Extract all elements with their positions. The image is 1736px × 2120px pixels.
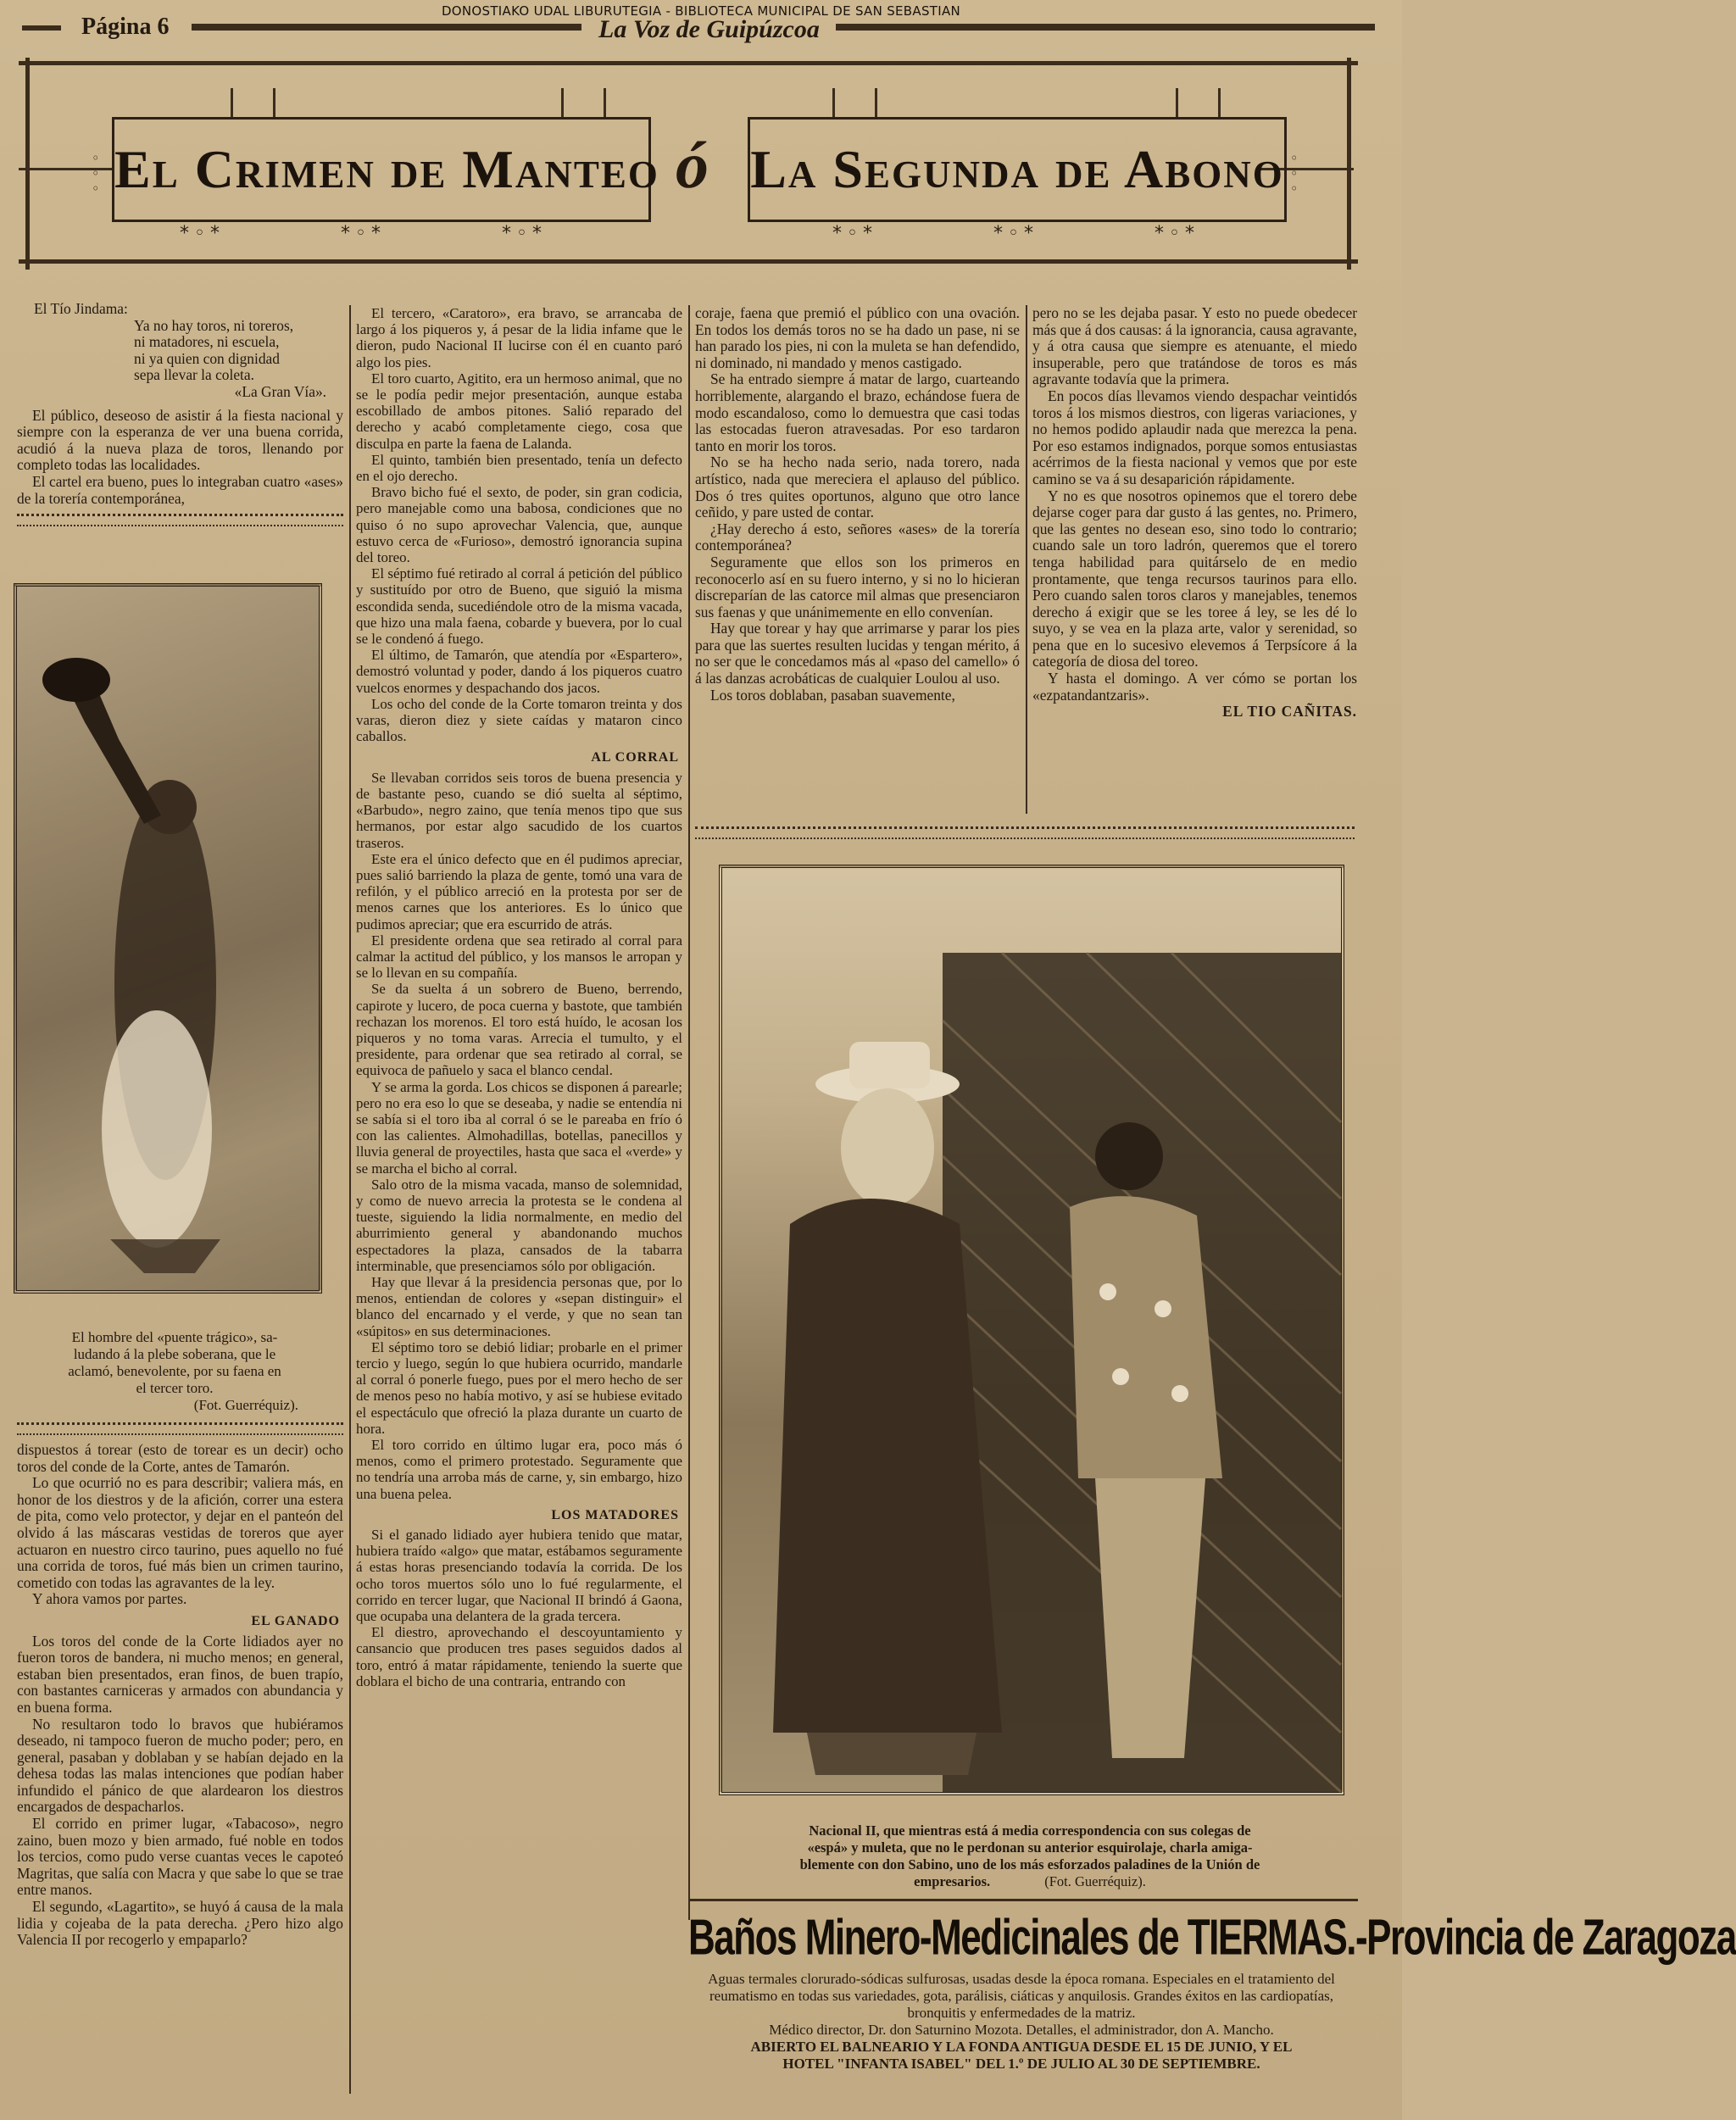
paragraph: Hay que llevar á la presidencia personas que, por lo menos, entiendan de colores y «sepan distinguir» el blanco del encarnado y el verde, y que no sean tan «súpitos» en sus determinaciones. [356, 1273, 682, 1339]
ornament-dots: *◦* [1155, 223, 1199, 244]
section-heading: LOS MATADORES [551, 1507, 679, 1522]
masthead: La Voz de Guipúzcoa [598, 15, 820, 43]
headline-left-box [112, 117, 659, 222]
ad-line: ABIERTO EL BALNEARIO Y LA FONDA ANTIGUA DESDE EL 15 DE JUNIO, Y EL [750, 2039, 1293, 2055]
signature: EL TIO CAÑITAS. [1222, 703, 1357, 721]
paragraph: Los toros doblaban, pasaban suavemente, [710, 686, 955, 704]
ad-top-rule [688, 1899, 1358, 1901]
frame-right-rule [1347, 58, 1351, 270]
epigraph-line: sepa llevar la coleta. [134, 366, 254, 384]
column-1-top [17, 301, 343, 533]
paragraph: El segundo, «Lagartito», se huyó á causa de la mala lidia y cojeaba de la pata derecha. ¿Pero hizo algo Valencia II por recogerlo y empaparlo? [17, 1898, 343, 1949]
caption-line: ludando á la plebe soberana, que le [73, 1346, 276, 1362]
paragraph: Si el ganado lidiado ayer hubiera tenido que matar, hubiera traído «algo» que matar, estábamos seguramente á estas horas presenciando todavía la corrida. De los ocho toros muertos sólo uno lo fué regularmente, el corrido en tercer lugar, que Nacional II brindó á Gaona, que ocupaba una delantera de la grada tercera. [356, 1527, 682, 1625]
paragraph: El quinto, también bien presentado, tenía un defecto en el ojo derecho. [356, 451, 682, 485]
matador-photo [719, 865, 1344, 1795]
frame-post [231, 88, 233, 119]
paragraph: coraje, faena que premió el público con una ovación. En todos los demás toros no se ha dado un pase, ni se han parado los pies, ni con la muleta se han defendido, ni dominado, ni mandado y menos castigado. [695, 304, 1020, 371]
left-photo-caption [17, 1329, 332, 1414]
paragraph: El tercero, «Caratoro», era bravo, se arrancaba de largo á los piqueros y, á pesar de la lidia infame que le dieron, pudo Nacional II lucirse con él en cuanto paró algo los pies. [356, 305, 682, 370]
ornament-dots: *◦* [993, 223, 1038, 244]
paragraph: Seguramente que ellos son los primeros en reconocerlo así en su fuero interno, y si no lo hicieran discreparían de las catorce mil almas que presenciaron sus faenas y que unánimemente en ello convenían. [695, 553, 1020, 620]
running-head-rule-right [836, 24, 1375, 31]
running-head [22, 14, 1378, 42]
caption-line-end: empresarios. [914, 1873, 991, 1889]
frame-post [875, 88, 877, 119]
ad-line: HOTEL "INFANTA ISABEL" DEL 1.º DE JULIO AL 30 DE SEPTIEMBRE. [782, 2056, 1260, 2072]
epigraph-line: ni ya quien con dignidad [134, 349, 280, 367]
running-head-rule-mid [192, 24, 581, 31]
wavy-separator [695, 826, 1355, 839]
epigraph-line: ni matadores, ni escuela, [134, 333, 280, 351]
ad-body [688, 1971, 1355, 2073]
caption-line: el tercer toro. [136, 1380, 214, 1396]
section-heading: AL CORRAL [591, 750, 679, 765]
column-1-bottom [17, 1422, 343, 1949]
caption-line: El hombre del «puente trágico», sa- [71, 1329, 278, 1345]
epigraph-line: Ya no hay toros, ni toreros, [134, 316, 294, 334]
epigraph-source: «La Gran Vía». [234, 382, 326, 400]
paragraph: El séptimo toro se debió lidiar; probarle en el primer tercio y luego, según lo que hubiera ocurrido, mandarle al corral ó ponerle fuego, pues por el mero hecho de ser de menos peso no había motivo, y así se hubiese evitado el espectáculo que ofreció la plaza durante un cuarto de hora. [356, 1338, 682, 1437]
paragraph: Se da suelta á un sobrero de Bueno, berrendo, capirote y lucero, de poca cuerna y bastote, que también rechazan los morenos. El toro está huído, le acosan los piqueros y no toma varas. Arrecia el tumulto, y el presidente, para ordenar que sea retirado al corral, se equivoca de pañuelo y saca el blanco cendal. [356, 981, 682, 1079]
caption-line: Nacional II, que mientras está á media correspondencia con sus colegas de [809, 1822, 1251, 1839]
paragraph: Y no es que nosotros opinemos que el torero debe dejarse coger para dar gusto á las gentes, no. Primero, que las gentes no desean eso, sino todo lo contrario; cuando sale un toro ladrón, queremos que el torero tenga habilidad para quitárselo de en medio prontamente, que tenga recursos taurinos para ello. Pero cuando salen toros claros y manejables, tenemos derecho á exigir que se les toree á ley, se les dé lo suyo, y se vea en la plaza arte, valor y serenidad, so pena que en lo sucesivo elevemos á Terpsícore á la categoría de diosa del toreo. [1032, 487, 1357, 670]
wavy-separator [17, 514, 343, 526]
ad-line: Aguas termales clorurado-sódicas sulfurosas, usadas desde la época romana. Especiales en el tratamiento del reumatismo en todas sus variedades, gota, parálisis, ciáticas y anquilosis. Grandes éxitos en las cardiopatías, bronquitis y enfermedades de la matriz. [708, 1971, 1335, 2021]
headline-right: La Segunda de Abono [750, 139, 1284, 199]
paragraph: El último, de Tamarón, que atendía por «Espartero», demostró voluntad y poder, dando á los piqueros cuatro vuelcos enormes y despachando dos jacos. [356, 647, 682, 696]
ad-title: Baños Minero-Medicinales de TIERMAS.-Provincia de Zaragoza [688, 1910, 1736, 1967]
paragraph: Bravo bicho fué el sexto, de poder, sin gran codicia, pero manejable como una babosa, condiciones que no quiso ó no supo aprovechar Valencia, que, aunque estuvo cerca de «Furioso», demostró ignorancia supina del toreo. [356, 484, 682, 566]
paragraph: El toro cuarto, Agitito, era un hermoso animal, que no se le podía pedir mejor presentación, aunque estaba escobillado de ambos pitones. Salió reparado del derecho y acabó completamente ciego, cosa que disculpa en parte la faena de Lalanda. [356, 370, 682, 452]
ornament-dots: ◦ ◦ ◦ [92, 150, 100, 197]
column-rule [1026, 305, 1027, 814]
paragraph: Este era el único defecto que en él pudimos apreciar, pues salió barriendo la plaza de gente, tomó una vara de refilón, y el público arreció en la protesta por ser de menos carnes que los anteriores. Es lo único que pudimos apreciar; que era escurrido de atrás. [356, 850, 682, 932]
paragraph: El toro corrido en último lugar era, poco más ó menos, como el primero protestado. Seguramente que no tendría una arroba más de carne, y, sin embargo, hizo una buena pelea. [356, 1437, 682, 1502]
column-2 [356, 305, 682, 1689]
paragraph: El público, deseoso de asistir á la fiesta nacional y siempre con la esperanza de ver una buena corrida, acudió á la nueva plaza de toros, llenando por completo todas las localidades. [17, 406, 343, 474]
paragraph: Y hasta el domingo. A ver cómo se portan los «ezpatandantzaris». [1032, 670, 1357, 704]
wavy-separator [17, 1422, 343, 1435]
frame-post [604, 88, 606, 119]
frame-post [1218, 88, 1221, 119]
column-4 [1032, 305, 1357, 721]
page-number: Página 6 [81, 14, 170, 40]
ornament-dots: *◦* [341, 223, 386, 244]
paragraph: pero no se les dejaba pasar. Y esto no puede obedecer más que á dos causas: á la ignorancia, causa agravante, y á otra causa que siempre es atenuante, el miedo insuperable, pero que tratándose de toros es más agravante todavía que la primera. [1032, 304, 1357, 388]
caption-line: blemente con don Sabino, uno de los más esforzados paladines de la Unión de [799, 1856, 1260, 1872]
frame-post [561, 88, 564, 119]
paragraph: Y se arma la gorda. Los chicos se disponen á parearle; pero no era eso lo que se deseaba, y nadie se entendía ni se sabía si el toro iba al corral ó se le pareaba en frío ó con las calientes. Almohadillas, botellas, panecillos y lluvia general de proyectiles, hasta que saca el «verde» y se marcha el bicho al corral. [356, 1078, 682, 1177]
caption-line: aclamó, benevolente, por su faena en [68, 1363, 281, 1379]
ornament-dots: *◦* [502, 223, 547, 244]
paragraph: El séptimo fué retirado al corral á petición del público y sustituído por otro de Bueno, que siguió la misma escondida senda, sucediéndole otro de la misma vacada, que hizo una mala faena, cobarde y buevera, por lo cual se le condenó á fuego. [356, 565, 682, 648]
paragraph: Hay que torear y hay que arrimarse y parar los pies para que las suertes resulten lucidas y tengan mérito, á no ser que le concedamos más al «paso del camello» ó á las danzas acrobáticas de cualquier Loulou al uso. [695, 620, 1020, 687]
bullfighter-photo-figure [17, 587, 319, 1290]
caption-line [704, 1873, 1356, 1890]
frame-bottom-rule [19, 259, 1358, 264]
ornament-dots: ◦ ◦ ◦ [1290, 150, 1299, 197]
ornament-dots: *◦* [180, 223, 225, 244]
paragraph: El presidente ordena que sea retirado al corral para calmar la actitud del público, y los mansos le arropan y se lo llevan en su compañía. [356, 932, 682, 982]
paragraph: El diestro, aprovechando el descoyuntamiento y cansancio que producen tres pases seguidos dados al toro, entró á matar rápidamente, teniendo la suerte que doblara el bicho de una contraria, entrando con [356, 1624, 682, 1689]
paragraph: dispuestos á torear (esto de torear es un decir) ocho toros del conde de la Corte, antes de Tamarón. [17, 1441, 343, 1475]
column-rule [688, 305, 690, 1920]
paragraph: Se llevaban corridos seis toros de buena presencia y de bastante peso, cuando se dió suelta al séptimo, «Barbudo», negro zaino, que tenía menos tipo que sus hermanos, por estar algo sacudido de los cuartos traseros. [356, 769, 682, 851]
paragraph: No se ha hecho nada serio, nada torero, nada artístico, nada que mereciera el aplauso del público. Dos ó tres quites oportunos, alguno que otro lance ceñido, y pare usted de contar. [695, 453, 1020, 521]
frame-post [832, 88, 835, 119]
paragraph: Y ahora vamos por partes. [32, 1590, 187, 1608]
bullfighter-photo [14, 583, 322, 1294]
paragraph: Se ha entrado siempre á matar de largo, cuarteando horriblemente, alargando el brazo, echándose fuera de modo escandaloso, como lo demuestra que casi todas las estocadas fueron atravesadas. Por eso tardaron tanto en morir los toros. [695, 370, 1020, 454]
paragraph: Los toros del conde de la Corte lidiados ayer no fueron toros de bandera, ni mucho menos; en general, estaban bien presentados, eran finos, de buen trapío, con bastantes carniceras y armados con abundancia y en buena forma. [17, 1632, 343, 1716]
paragraph: Salo otro de la misma vacada, manso de solemnidad, y como de nuevo arrecia la protesta se le condena al tueste, siguiendo la lidia normalmente, en medio del aburrimiento general y abandonando muchos espectadores la plaza, cansados de la tabarra interminable, que presenciamos sólo por obligación. [356, 1176, 682, 1274]
right-photo-caption [704, 1822, 1356, 1890]
paragraph: ¿Hay derecho á esto, señores «ases» de la torería contemporánea? [695, 520, 1020, 554]
paragraph: En pocos días llevamos viendo despachar veintidós toros á los mismos diestros, con ligeras variaciones, y no hemos podido aplaudir nada que merezca la pena. Por eso estamos indignados, porque somos entusiastas acérrimos de la fiesta nacional y vemos que por este camino se va á su desaparición rápidamente. [1032, 387, 1357, 487]
matador-photo-scene [722, 868, 1341, 1792]
caption-credit: (Fot. Guerréquiz). [193, 1397, 298, 1413]
frame-post [1176, 88, 1178, 119]
ad-line: Médico director, Dr. don Saturnino Mozota. Detalles, el administrador, don A. Mancho. [769, 2022, 1274, 2038]
paragraph: Los ocho del conde de la Corte tomaron treinta y dos varas, dieron diez y siete caídas y mataron cinco caballos. [356, 695, 682, 745]
paragraph: El corrido en primer lugar, «Tabacoso», negro zaino, buen mozo y bien armado, fué noble en todos los tercios, como pudo verse cuantas veces le capoteó Magritas, que salía con Macra y que sabe lo que se trae entre manos. [17, 1815, 343, 1899]
frame-left-rule [25, 58, 30, 270]
ornament-dots: *◦* [832, 223, 877, 244]
frame-top-rule [19, 61, 1358, 65]
column-rule [349, 305, 351, 2094]
caption-credit: (Fot. Guerréquiz). [1044, 1873, 1146, 1889]
headline-frame [19, 58, 1358, 285]
column-3 [695, 305, 1020, 704]
paragraph: El cartel era bueno, pues lo integraban cuatro «ases» de la torería contemporánea, [17, 472, 343, 507]
caption-line: «espá» y muleta, que no le perdonan su anterior esquirolaje, charla amiga- [807, 1839, 1253, 1856]
epigraph-line: El Tío Jindama: [34, 300, 128, 317]
section-heading: EL GANADO [251, 1613, 340, 1628]
headline-connector: ó [676, 128, 709, 202]
archive-header: DONOSTIAKO UDAL LIBURUTEGIA - BIBLIOTECA MUNICIPAL DE SAN SEBASTIAN [441, 3, 961, 19]
paragraph: No resultaron todo lo bravos que hubiéramos deseado, ni tampoco fueron de mucho poder; pero, en general, pasaban y doblaban y se habían dejado en la dehesa todas las malas intenciones que podían haber infundido el pánico de que alardearon los diestros encargados de despacharlos. [17, 1715, 343, 1816]
headline-right-box [748, 117, 1287, 222]
frame-post [273, 88, 275, 119]
paragraph: Lo que ocurrió no es para describir; valiera más, en honor de los diestros y de la afición, correr una estera de pita, como velo protector, y dejar en el panteón del olvido á las máscaras vestidas de toreros que ayer actuaron en nuestro circo taurino, pues aquello no fué una corrida de toros, fué más bien un crimen taurino, cometido con todas las agravantes de la ley. [17, 1474, 343, 1591]
headline-left: El Crimen de Manteo [114, 139, 659, 199]
running-head-rule-left [22, 25, 61, 31]
